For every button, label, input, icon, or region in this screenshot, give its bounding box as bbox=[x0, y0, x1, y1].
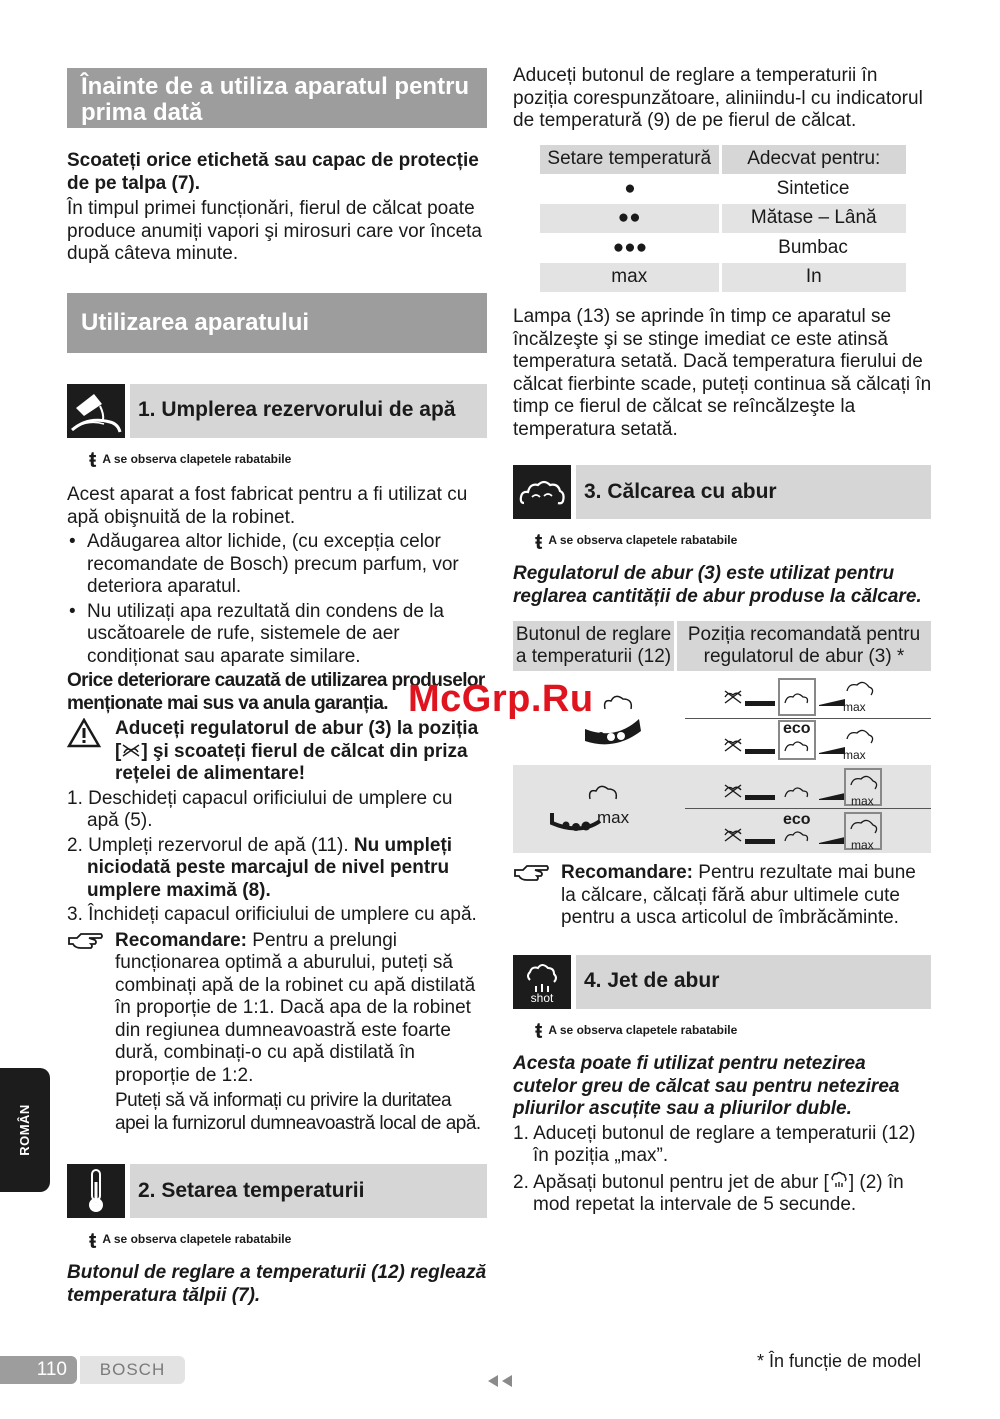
max-label: max bbox=[843, 748, 866, 762]
table-header-row bbox=[540, 145, 906, 175]
tip-text-1: Recomandare: Pentru a prelungi funcționarea optimă a aburului, puteți să combinați apă de la robinet cu apă distilată în proporție de 1:1. Dacă apa de la robinet din regiunea dumneavoastră este foarte dură, combinați-o cu apă distilată în proporție de 1:2. bbox=[115, 929, 476, 1086]
tap-water-text: Acest aparat a fost fabricat pentru a fi utilizat cu apă obişnuită de la robinet. bbox=[67, 484, 468, 528]
steam-shot-icon bbox=[513, 955, 571, 1009]
table-header: Adecvat pentru: bbox=[720, 145, 906, 175]
table-header-row bbox=[513, 621, 931, 671]
left-column bbox=[67, 68, 487, 1306]
warning-bullets bbox=[67, 531, 487, 668]
table-row: ● Sintetice bbox=[624, 177, 850, 199]
eco-label: eco bbox=[783, 811, 811, 828]
page-number: 110 bbox=[0, 1356, 77, 1384]
section-4-header bbox=[513, 955, 931, 1009]
max-label: max bbox=[851, 838, 874, 852]
table-row bbox=[513, 765, 931, 853]
shot-label: shot bbox=[530, 990, 554, 1005]
pointing-hand-icon bbox=[67, 930, 107, 1136]
warning-triangle-icon bbox=[67, 718, 107, 786]
nav-arrows-icon bbox=[486, 1372, 514, 1395]
watermark: McGrp.Ru bbox=[408, 678, 594, 720]
temperature-table bbox=[540, 145, 906, 293]
tip-text-1b: Puteți să vă informați cu privire la duritatea apei la furnizorul dumneavoastră local de apă. bbox=[115, 1090, 481, 1134]
tip-block-1 bbox=[67, 930, 487, 1136]
warranty-text: Orice deteriorare cauzată de utilizarea produselor menționate mai sus va anula garanția. bbox=[67, 670, 485, 714]
steam-cloud-icon bbox=[513, 465, 571, 519]
list-item: 2. Umpleți rezervorul de apă (11). Nu umpleți niciodată peste marcajul de nivel pentru umplere maximă (8). bbox=[67, 834, 453, 901]
section-2-header bbox=[67, 1164, 487, 1218]
max-label: max bbox=[851, 794, 874, 808]
section-1-header bbox=[67, 384, 487, 438]
no-steam-icon bbox=[121, 741, 141, 762]
flap-note-2: ŧ A se observa clapetele rabatabile bbox=[89, 1227, 292, 1253]
steam-shot-steps bbox=[513, 1123, 933, 1217]
remove-label-text: Scoateți orice etichetă sau capac de protecție de pe talpa (7). bbox=[67, 150, 479, 194]
language-tab: ROMÂN bbox=[0, 1068, 50, 1192]
right-lower bbox=[513, 862, 933, 1217]
flap-icon: ŧ bbox=[89, 1227, 97, 1253]
steam-shot-small-icon bbox=[829, 1172, 849, 1193]
flap-icon: ŧ bbox=[535, 1018, 543, 1043]
section-header-first-use: Înainte de a utiliza aparatul pentru prima dată bbox=[67, 68, 487, 128]
list-item: 3. Închideți capacul orificiului de umplere cu apă. bbox=[67, 904, 477, 925]
tip-text-2: Recomandare: Pentru rezultate mai bune la călcare, călcați fără abur ultimele cute pentru a usca articolul de îmbrăcăminte. bbox=[561, 862, 916, 928]
right-column bbox=[513, 65, 933, 607]
tip-block-2 bbox=[513, 862, 933, 930]
flap-note: ŧ A se observa clapetele rabatabile bbox=[89, 447, 292, 472]
warning-text: Aduceți regulatorul de abur (3) la poziția [ ] şi scoateți fierul de călcat din priza rețelei de alimentare! bbox=[115, 718, 479, 784]
flap-icon: ŧ bbox=[89, 447, 97, 472]
section-header-usage: Utilizarea aparatului bbox=[67, 293, 487, 353]
table-header: Butonul de reglare a temperaturii (12) bbox=[513, 621, 674, 671]
warning-block bbox=[67, 718, 487, 786]
steam-settings-table bbox=[513, 621, 931, 853]
list-item: • Nu utilizați apa rezultată din condens de la uscătoarele de rufe, sistemele de aer condiționat sau aparate similare. bbox=[67, 601, 487, 669]
table-row: max In bbox=[540, 263, 906, 293]
dial-max-icon bbox=[513, 765, 677, 853]
footnote: * În funcție de model bbox=[757, 1351, 922, 1371]
list-item: 1. Deschideți capacul orificiului de umplere cu apă (5). bbox=[67, 787, 453, 831]
list-item: 2. Apăsați butonul pentru jet de abur [ ] (2) în mod repetat la intervale de 5 secunde. bbox=[513, 1171, 904, 1215]
fill-steps bbox=[67, 788, 487, 927]
section-4-title: 4. Jet de abur bbox=[576, 955, 931, 1009]
steam-scale-max bbox=[685, 765, 931, 809]
pointing-hand-icon bbox=[513, 862, 553, 930]
water-fill-icon bbox=[67, 384, 125, 438]
brand-label: BOSCH bbox=[80, 1356, 185, 1384]
steam-scale-eco-max bbox=[685, 809, 931, 853]
temp-regulator-text: Butonul de reglare a temperaturii (12) reglează temperatura tălpii (7). bbox=[67, 1262, 487, 1306]
flap-note-3: ŧ A se observa clapetele rabatabile bbox=[535, 528, 738, 554]
table-header: Poziția recomandată pentru regulatorul de abur (3) * bbox=[677, 621, 931, 671]
table-header: Setare temperatură bbox=[540, 145, 720, 175]
flap-icon: ŧ bbox=[535, 528, 543, 554]
align-knob-text: Aduceți butonul de reglare a temperaturii în poziția corespunzătoare, aliniindu-l cu indicatorul de temperatură (9) de pe fierul de călcat. bbox=[513, 65, 923, 131]
section-3-header bbox=[513, 465, 931, 519]
lamp-text: Lampa (13) se aprinde în timp ce aparatul se încălzeşte şi se stinge imediat ce este atinsă temperatura setată. Dacă temperatura fierului de călcat fierbinte scade, puteți continua să călcați în timp ce fierul de călcat se reîncălzeşte la temperatura setată. bbox=[513, 306, 932, 440]
steam-scale-eco bbox=[685, 719, 931, 763]
list-item: 1. Aduceți butonul de reglare a temperaturii (12) în poziția „max”. bbox=[513, 1122, 916, 1166]
flap-note-4: ŧ A se observa clapetele rabatabile bbox=[535, 1018, 738, 1043]
steam-regulator-text: Regulatorul de abur (3) este utilizat pentru reglarea cantității de abur produse la călcare. bbox=[513, 563, 922, 607]
section-2-title-text: 2. Setarea temperaturii bbox=[130, 1164, 487, 1218]
max-label: max bbox=[843, 700, 866, 714]
steam-scale-low bbox=[685, 675, 931, 719]
eco-label: eco bbox=[783, 720, 811, 737]
table-row: ●● Mătase – Lână bbox=[540, 204, 906, 234]
first-use-text: În timpul primei funcționări, fierul de călcat poate produce anumiți vapori şi mirosuri care vor înceta după câteva minute. bbox=[67, 198, 483, 264]
thermometer-icon bbox=[67, 1164, 125, 1218]
list-item: • Adăugarea altor lichide, (cu excepția celor recomandate de Bosch) precum parfum, vor deteriora aparatul. bbox=[67, 531, 487, 599]
section-3-title: 3. Călcarea cu abur bbox=[576, 465, 931, 519]
section-1-title: 1. Umplerea rezervorului de apă bbox=[130, 384, 487, 438]
steam-shot-text: Acesta poate fi utilizat pentru netezirea cutelor greu de călcat sau pentru netezirea pliurilor ascuțite sau a pliurilor duble. bbox=[513, 1053, 900, 1119]
max-label: max bbox=[597, 808, 630, 827]
table-row: ●●● Bumbac bbox=[612, 236, 848, 258]
